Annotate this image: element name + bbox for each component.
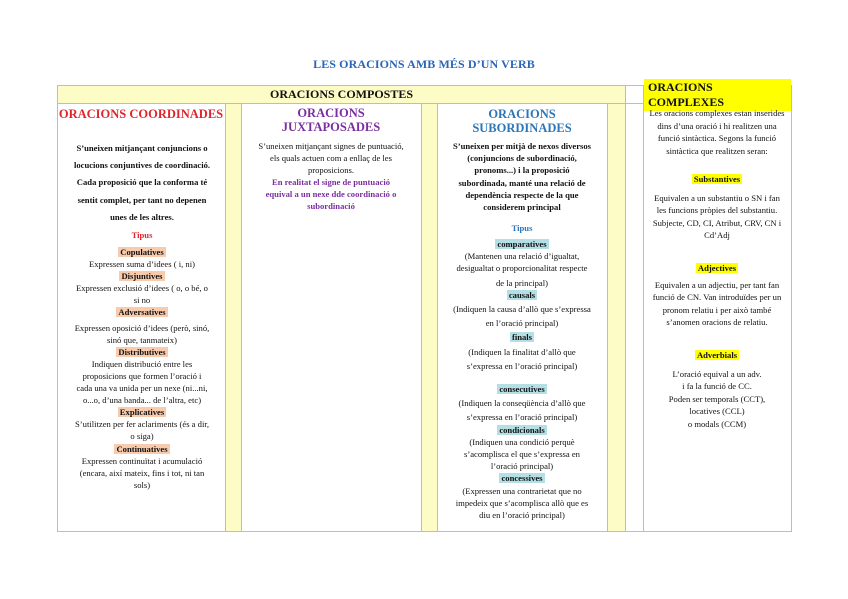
- juxtaposades-intro-line-1: S’uneixen mitjançant signes de puntuació,: [258, 141, 404, 151]
- type-label-consecutives: consecutives: [499, 384, 545, 395]
- continuatives-line-3: sols): [133, 479, 151, 490]
- continuatives-line-1: Expressen continuïtat i acumulació: [81, 455, 203, 466]
- coordinades-header: ORACIONS COORDINADES: [58, 107, 224, 121]
- adjectives-line-4: s’anomen oracions de relatiu.: [666, 317, 768, 328]
- finals-line-2: s’expressa en l’oració principal): [466, 360, 578, 371]
- juxtaposades-intro: [242, 140, 420, 177]
- spacer-col-4: [626, 104, 644, 532]
- coordinades-types: [60, 246, 224, 491]
- type-label-disjuntives: Disjuntives: [121, 271, 163, 282]
- juxtaposades-note-line-3: subordinació: [307, 201, 355, 212]
- coordinades-intro: [60, 140, 224, 226]
- explicatives-line-1: S’utilitzen per fer aclariments (és a dir,: [75, 419, 209, 430]
- compostes-header-text: ORACIONS COMPOSTES: [269, 87, 414, 101]
- spacer-col-3: [608, 104, 626, 532]
- complexes-header: [644, 79, 792, 109]
- comparatives-line-3: de la principal): [495, 277, 549, 288]
- continuatives-line-2: (encara, així mateix, fins i tot, ni tan: [79, 467, 205, 478]
- coordinades-intro-line-2: locucions conjuntives de coordinació.: [73, 160, 211, 171]
- adverbials-line-3: Poden ser temporals (CCT),: [668, 393, 766, 404]
- subordinades-intro-line-4: subordinada, manté una relació de: [458, 177, 586, 188]
- adjectives-line-1: Equivalen a un adjectiu, per tant fan: [654, 279, 780, 290]
- type-label-finals: finals: [511, 332, 533, 343]
- coordinades-tipus-label: Tipus: [131, 230, 153, 240]
- complexes-intro-line-1: Les oracions complexes estan inserides: [649, 108, 785, 118]
- coordinades-intro-line-4: sentit complet, per tant no depenen: [77, 194, 207, 205]
- substantives-line-3: Subjecte, CD, CI, Atribut, CRV, CN i: [652, 217, 782, 228]
- complexes-intro-line-4: sintàctica que realitzen seran:: [666, 145, 768, 156]
- complexes-header-cell: [626, 86, 644, 104]
- concessives-line-3: diu en l’oració principal): [479, 510, 565, 521]
- copulatives-line-1: Expressen suma d’idees ( i, ni): [89, 259, 195, 270]
- disjuntives-line-2: si no: [133, 295, 151, 306]
- coordinades-intro-line-3: Cada proposició que la conforma té: [76, 177, 208, 188]
- type-label-concessives: concessives: [501, 473, 543, 484]
- type-label-causals: causals: [508, 289, 536, 300]
- type-label-substantives: Substantives: [693, 174, 741, 184]
- comparatives-line-2: desigualtat o proporcionalitat respecte: [456, 263, 588, 274]
- type-label-continuatives: Continuatives: [116, 443, 168, 454]
- adversatives-line-1: Expressen oposició d’idees (però, sinó,: [74, 322, 210, 333]
- subordinades-intro-line-1: S’uneixen per mitjà de nexos diversos: [452, 141, 592, 151]
- concessives-line-2: impedeix que s’acomplisca allò que es: [455, 497, 589, 508]
- adjectives-line-2: funció de CN. Van introduïdes per un: [652, 292, 782, 303]
- page-title: LES ORACIONS AMB MÉS D’UN VERB: [313, 57, 535, 71]
- type-label-adversatives: Adversatives: [118, 307, 166, 318]
- juxtaposades-note-line-1: En realitat el signe de puntuació: [271, 177, 390, 187]
- substantives-line-1: Equivalen a un substantiu o SN i fan: [654, 192, 780, 203]
- distributives-line-2: proposicions que formen l’oració i: [82, 370, 202, 381]
- juxtaposades-intro-line-3: proposicions.: [307, 165, 355, 176]
- juxtaposades-header-line-1: ORACIONS: [297, 106, 365, 120]
- juxtaposades-header-line-2: JUXTAPOSADES: [281, 120, 381, 134]
- adverbials-line-2: i fa la funció de CC.: [682, 381, 752, 392]
- explicatives-line-2: o siga): [130, 431, 154, 442]
- coordinades-intro-line-5: unes de les altres.: [110, 211, 174, 222]
- finals-line-1: (Indiquen la finalitat d’allò que: [468, 346, 576, 357]
- causals-line-1: (Indiquen la causa d’allò que s’expressa: [453, 304, 591, 315]
- complexes-adverbials: [644, 349, 790, 431]
- condicionals-line-3: l’oració principal): [490, 461, 554, 472]
- subordinades-intro-line-3: pronoms...) i la proposició: [474, 165, 570, 176]
- condicionals-line-2: s’acomplisca el que s’expressa en: [464, 449, 580, 460]
- subordinades-intro-line-6: considerem principal: [483, 202, 561, 213]
- subordinades-types: [438, 238, 606, 521]
- type-label-condicionals: condicionals: [499, 424, 545, 435]
- type-label-adjectives: Adjectives: [697, 263, 737, 273]
- distributives-line-3: cada una va unida per un nexe (ni...ni,: [76, 383, 208, 394]
- distributives-line-1: Indiquen distribució entre les: [91, 358, 193, 369]
- juxtaposades-note: [242, 176, 420, 213]
- adverbials-line-4: locatives (CCL): [689, 406, 745, 417]
- type-label-comparatives: comparatives: [497, 239, 547, 249]
- complexes-substantives: [644, 173, 790, 242]
- juxtaposades-note-line-2: equival a un nexe dde coordinació o: [265, 189, 397, 200]
- concessives-line-1: (Expressen una contrarietat que no: [462, 485, 582, 496]
- comparatives-line-1: (Mantenen una relació d’igualtat,: [464, 251, 580, 262]
- spacer-col-2: [422, 104, 438, 532]
- disjuntives-line-1: Expressen exclusió d’idees ( o, o bé, o: [76, 283, 208, 294]
- adverbials-line-5: o modals (CCM): [687, 418, 747, 429]
- juxtaposades-intro-line-2: els quals actuen com a enllaç de les: [270, 153, 392, 164]
- subordinades-intro-line-2: (conjuncions de subordinació,: [467, 153, 577, 164]
- complexes-header-text: ORACIONS COMPLEXES: [644, 79, 791, 111]
- spacer-col-1: [226, 104, 242, 532]
- consecutives-line-1: (Indiquen la conseqüència d’allò que: [458, 398, 586, 409]
- distributives-line-4: o...o, d’una banda... de l’altra, etc): [82, 395, 202, 406]
- complexes-adjectives: [644, 262, 790, 329]
- adversatives-line-2: sinó que, tanmateix): [107, 334, 177, 345]
- complexes-intro: [644, 107, 790, 157]
- adjectives-line-3: pronom relatiu i per això també: [662, 304, 772, 315]
- type-label-copulatives: Copulatives: [120, 247, 164, 257]
- coordinades-intro-line-1: S’uneixen mitjançant conjuncions o: [76, 143, 208, 153]
- condicionals-line-1: (Indiquen una condició perquè: [469, 436, 575, 447]
- subordinades-intro: [438, 140, 606, 213]
- substantives-line-4: Cd’Adj: [704, 230, 730, 241]
- complexes-intro-line-2: dins d’una oració i hi realitzen una: [657, 120, 777, 131]
- compostes-header: [58, 86, 626, 104]
- subordinades-tipus-label: Tipus: [511, 223, 533, 233]
- complexes-intro-line-3: funció sintàctica. Segons la funció: [657, 133, 777, 144]
- type-label-adverbials: Adverbials: [696, 350, 738, 360]
- juxtaposades-header: [242, 106, 420, 134]
- type-label-explicatives: Explicatives: [119, 407, 165, 418]
- adverbials-line-1: L’oració equival a un adv.: [672, 368, 762, 379]
- consecutives-line-2: s’expressa en l’oració principal): [466, 412, 578, 423]
- type-label-distributives: Distributives: [118, 346, 166, 357]
- substantives-line-2: les funcions pròpies del substantiu.: [656, 205, 778, 216]
- subordinades-header: ORACIONS SUBORDINADES: [472, 107, 572, 135]
- subordinades-intro-line-5: dependència respecte de la que: [465, 189, 579, 200]
- causals-line-2: en l’oració principal): [485, 318, 559, 329]
